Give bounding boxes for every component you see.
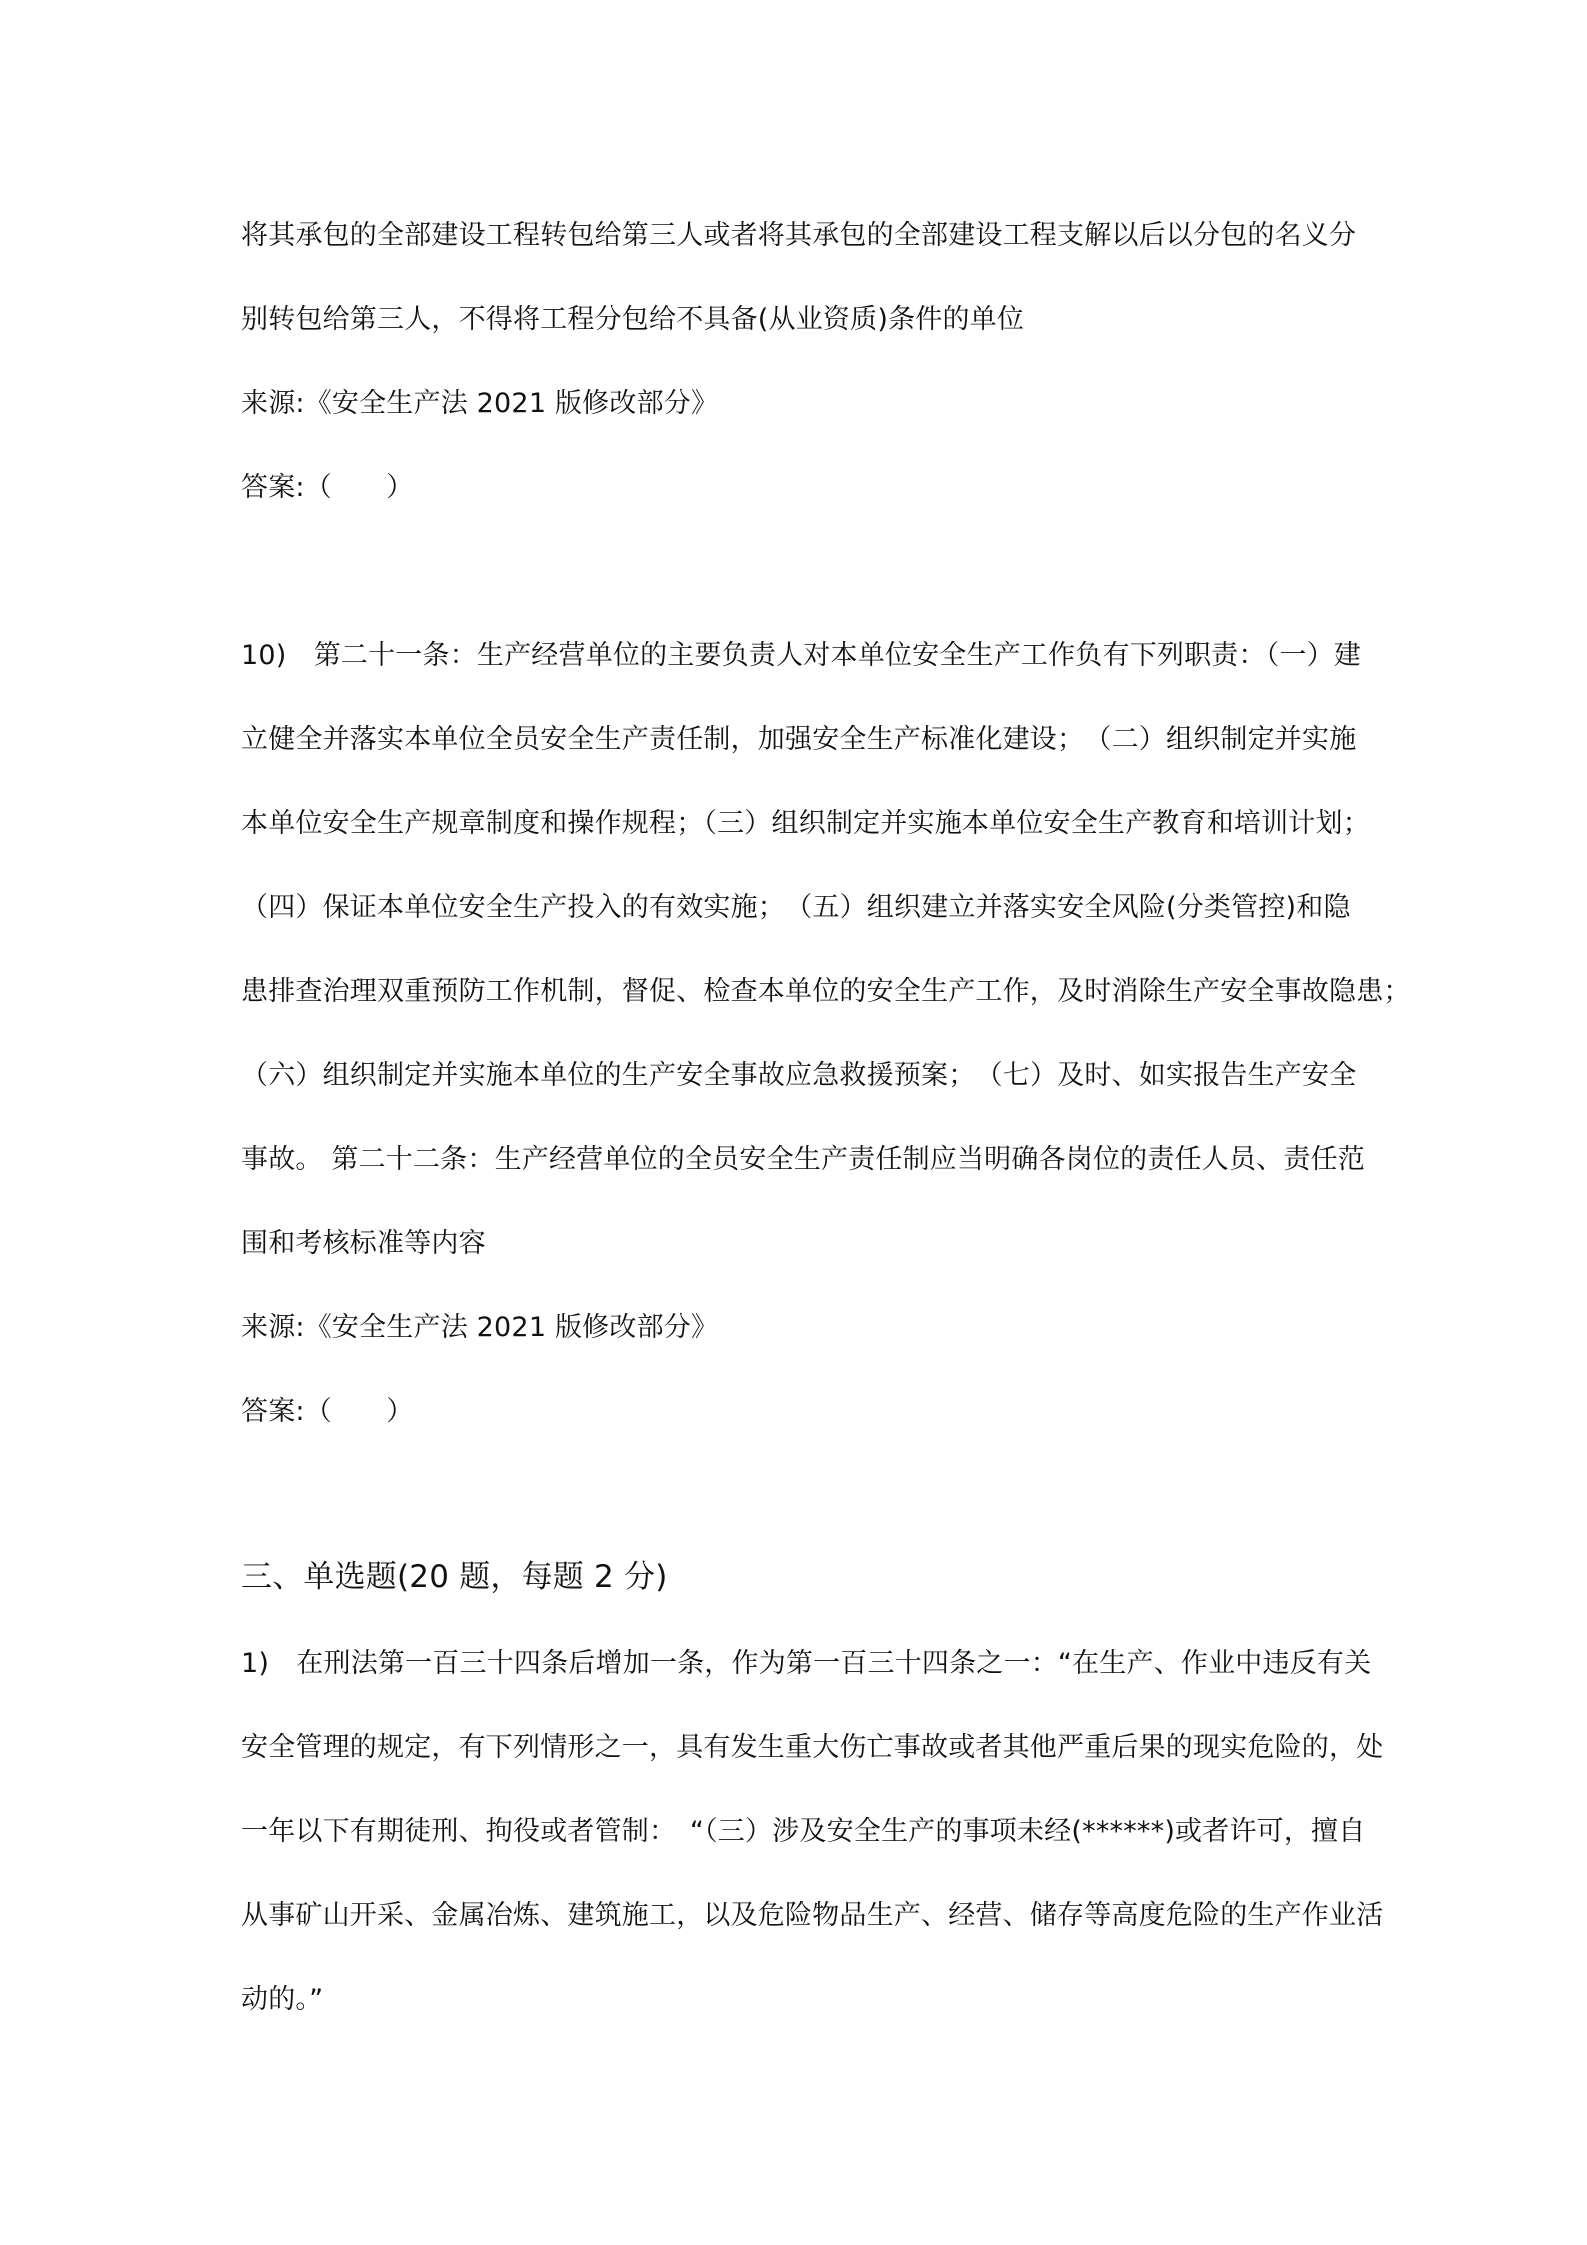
question-10-text-line-5: 患排查治理双重预防工作机制，督促、检查本单位的安全生产工作，及时消除生产安全事故隐患； [241, 976, 1411, 1007]
single-choice-question-1-line-1: 1) 在刑法第一百三十四条后增加一条，作为第一百三十四条之一：“在生产、作业中违反有关 [241, 1648, 1372, 1679]
question-9-answer: 答案:（ ） [241, 472, 414, 503]
section-3-heading: 三、单选题(20 题，每题 2 分) [241, 1559, 668, 1595]
question-10-answer: 答案:（ ） [241, 1396, 414, 1427]
single-choice-question-1-line-5: 动的。” [241, 1984, 324, 2015]
question-10-source: 来源:《安全生产法 2021 版修改部分》 [241, 1312, 719, 1343]
question-10-text-line-6: （六）组织制定并实施本单位的生产安全事故应急救援预案； （七）及时、如实报告生产安全 [241, 1060, 1357, 1091]
question-9-text-line-2: 别转包给第三人，不得将工程分包给不具备(从业资质)条件的单位 [241, 304, 1025, 335]
single-choice-question-1-line-3: 一年以下有期徒刑、拘役或者管制： “（三）涉及安全生产的事项未经(******)或者许可，擅自 [241, 1816, 1366, 1847]
single-choice-question-1-line-2: 安全管理的规定，有下列情形之一，具有发生重大伤亡事故或者其他严重后果的现实危险的，处 [241, 1732, 1384, 1763]
question-10-text-line-4: （四）保证本单位安全生产投入的有效实施； （五）组织建立并落实安全风险(分类管控)和隐 [241, 892, 1351, 923]
question-10-text-line-1: 10) 第二十一条：生产经营单位的主要负责人对本单位安全生产工作负有下列职责：（一）建 [241, 640, 1361, 671]
question-9-text-line-1: 将其承包的全部建设工程转包给第三人或者将其承包的全部建设工程支解以后以分包的名义分 [241, 220, 1357, 251]
single-choice-question-1-line-4: 从事矿山开采、金属冶炼、建筑施工，以及危险物品生产、经营、储存等高度危险的生产作业活 [241, 1900, 1384, 1931]
question-10-text-line-7: 事故。 第二十二条：生产经营单位的全员安全生产责任制应当明确各岗位的责任人员、责任范 [241, 1144, 1365, 1175]
question-9-source: 来源:《安全生产法 2021 版修改部分》 [241, 388, 719, 419]
question-10-text-line-3: 本单位安全生产规章制度和操作规程；（三）组织制定并实施本单位安全生产教育和培训计划； [241, 808, 1370, 839]
question-10-text-line-8: 围和考核标准等内容 [241, 1228, 486, 1259]
question-10-text-line-2: 立健全并落实本单位全员安全生产责任制，加强安全生产标准化建设； （二）组织制定并实施 [241, 724, 1357, 755]
